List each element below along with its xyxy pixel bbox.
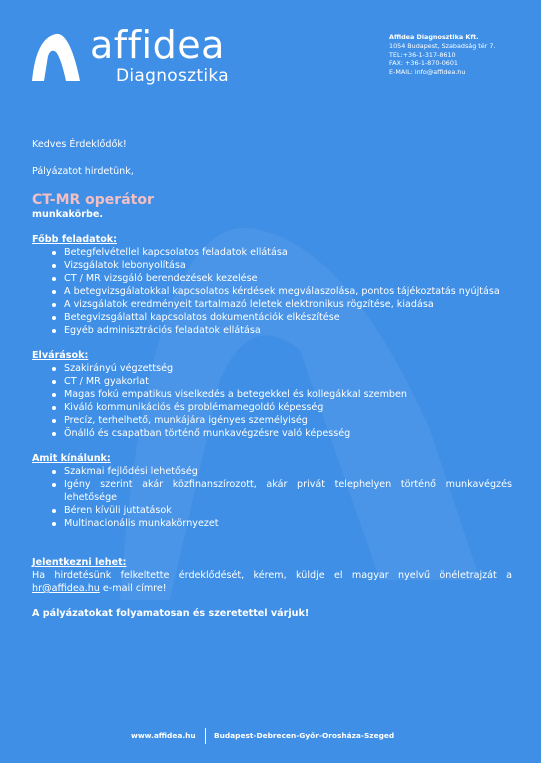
footer-website-link[interactable]: www.affidea.hu — [131, 731, 196, 740]
list-item: Önálló és csapatban történő munkavégzésre való képesség — [32, 427, 512, 440]
list-item: Betegvizsgálattal kapcsolatos dokumentációk elkészítése — [32, 311, 512, 324]
list-item: CT / MR vizsgáló berendezések kezelése — [32, 272, 512, 285]
job-posting-body — [32, 138, 512, 620]
apply-text — [32, 569, 512, 595]
list-item: Béren kívüli juttatások — [32, 504, 512, 517]
apply-heading: Jelentkezni lehet: — [32, 557, 127, 568]
job-suffix: munkakörbe. — [32, 209, 103, 220]
footer-divider — [205, 728, 206, 744]
footer-cities: Budapest-Debrecen-Győr-Orosháza-Szeged — [214, 731, 395, 740]
apply-text-after: e-mail címre! — [99, 583, 167, 594]
list-item: A vizsgálatok eredményeit tartalmazó leletek elektronikus rögzítése, kiadása — [32, 298, 512, 311]
list-item: Multinacionális munkakörnyezet — [32, 517, 512, 530]
list-item: Egyéb adminisztrációs feladatok ellátása — [32, 324, 512, 337]
affidea-logo — [30, 23, 260, 100]
apply-email-link[interactable]: hr@affidea.hu — [32, 583, 100, 594]
contact-block — [389, 33, 539, 77]
list-item: Vizsgálatok lebonyolítása — [32, 259, 512, 272]
list-item: Szakirányú végzettség — [32, 362, 512, 375]
tasks-heading: Főbb feladatok: — [32, 234, 118, 245]
closing-text: A pályázatokat folyamatosan és szeretettel várjuk! — [32, 608, 310, 619]
job-title: CT-MR operátor — [32, 192, 154, 208]
logo-subtitle: Diagnosztika — [116, 66, 229, 86]
greeting: Kedves Érdeklődők! — [32, 139, 127, 150]
company-phone: TEL:+36-1-317-8610 — [389, 50, 456, 59]
list-item: Igény szerint akár közfinanszírozott, akár privát telephelyen történő munkavégzés lehetősége — [32, 478, 512, 504]
company-name: Affidea Diagnosztika Kft. — [389, 33, 479, 41]
offers-list — [32, 465, 512, 530]
company-email: E-MAIL: info@affidea.hu — [389, 68, 466, 77]
company-address: 1054 Budapest, Szabadság tér 7. — [389, 41, 496, 50]
affidea-logo-mark-icon — [30, 32, 82, 82]
list-item: Magas fokú empatikus viselkedés a betegekkel és kollegákkal szemben — [32, 388, 512, 401]
footer — [0, 728, 541, 744]
intro-text: Pályázatot hirdetünk, — [32, 166, 134, 177]
list-item: Kiváló kommunikációs és problémamegoldó képesség — [32, 401, 512, 414]
list-item: CT / MR gyakorlat — [32, 375, 512, 388]
apply-text-before: Ha hirdetésünk felkeltette érdeklődését, kérem, küldje el magyar nyelvű önéletrajzát a — [32, 570, 512, 581]
offers-heading: Amit kínálunk: — [32, 453, 111, 464]
requirements-list — [32, 362, 512, 440]
requirements-heading: Elvárások: — [32, 350, 89, 361]
logo-wordmark: affidea — [90, 23, 225, 67]
list-item: A betegvizsgálatokkal kapcsolatos kérdések megválaszolása, pontos tájékoztatás nyújtása — [32, 285, 512, 298]
list-item: Betegfelvétellel kapcsolatos feladatok ellátása — [32, 246, 512, 259]
list-item: Precíz, terhelhető, munkájára igényes személyiség — [32, 414, 512, 427]
list-item: Szakmai fejlődési lehetőség — [32, 465, 512, 478]
company-fax: FAX: +36-1-870-0601 — [389, 59, 458, 68]
tasks-list — [32, 246, 512, 337]
